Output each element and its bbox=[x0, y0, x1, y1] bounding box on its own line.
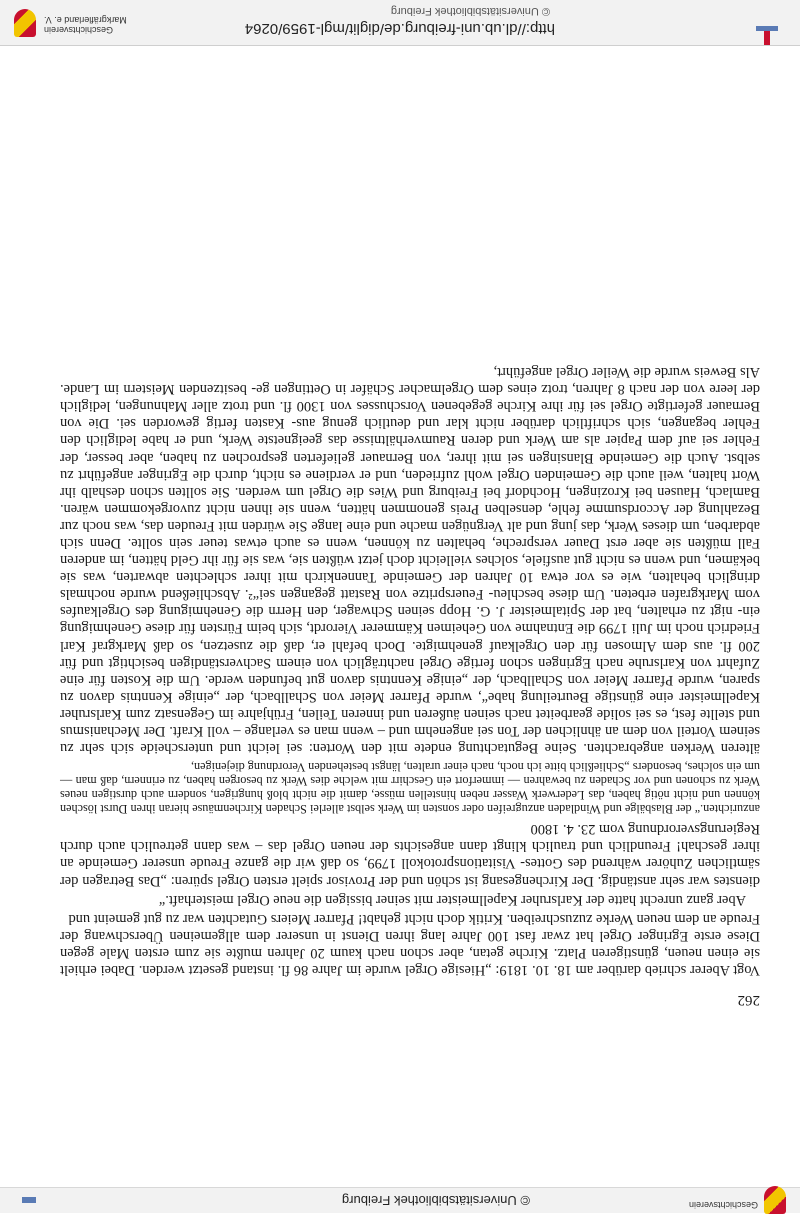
footer-bar bbox=[0, 0, 800, 46]
paragraph: Vogt Aberer schrieb darüber am 18. 10. 1819: „Hiesige Orgel wurde im Jahre 86 fl. instand gesetzt werden. Dabei erhielt sie einen neuen, günstigeren Platz. Kirche getan, aber schon nach kaum 20 Jahren mußte sie zum ersten Male gegen Diese erste Egringer Orgel hat zwar fast 100 Jahre lang ihren Dienst in unserer dem allgemeinen Überschwang der Freude an dem neuen Werke zuzuschreiben. Kritik doch nicht gehabt! Pfarrer Meiers Gutachten war zu gut gemeint und bbox=[60, 910, 760, 978]
paragraph: Aber ganz unrecht hatte der Karlsruher Kapellmeister mit seiner bissigen die neue Orgel meisterhaft.“ bbox=[158, 891, 746, 908]
blue-corner-icon bbox=[22, 1197, 36, 1203]
header-publisher-line1: Geschichtsverein bbox=[688, 1200, 758, 1210]
footer-copyright: © Universitätsbibliothek Freiburg bbox=[390, 5, 550, 17]
header-bar bbox=[0, 1187, 800, 1213]
paragraph: dienstes war sehr anständig. Der Kirchengesang ist schön und der Provisor spielt ersten Orgel spüren: „Das Betragen der sämtlichen Zuhörer während des Gottes- Visitationsprotokoll 1799, so daß wir die ganze Freude unserer Gemeinde an ihrer geschah! Freundlich und traulich klingt dann angesichts der neuen Orgel das – was dann getreulich auch durch Regierungsverordnung vom 23. 4. 1800 bbox=[60, 821, 760, 889]
footer-publisher bbox=[44, 15, 127, 35]
blue-corner-icon bbox=[756, 26, 778, 31]
document-url[interactable]: http://dl.ub.uni-freiburg.de/diglit/mgl-1959/0264 bbox=[244, 20, 555, 37]
footer-publisher-line1: Geschichtsverein bbox=[44, 25, 114, 35]
paragraph: älteren Werken angebrachten. Seine Begutachtung endete mit den Worten: sei leicht und unterscheide sich sehr zu seinem Vorteil von dem an ähnlichen der Ton sei angenehm und – wenn man es verlange – voll Kraft. Der Mechanismus und stellte fest, es sei solide gearbeitet nach seinen äußeren und inneren Teilen, Frühjahre im Gegensatz zum Karlsruher Kapellmeister eine günstige Beurteilung habe“, wurde Pfarrer Meier von Schallbach, der „einige Kenntnis davon zu sparen, wurde Pfarrer Meier von Schallbach, der „einige Kenntnis davon gut befunden werde. Um die Kosten für eine Zufahrt von Karlsruhe nach Egringen schon fertige Orgel nachträglich von einem Sachverständigen besichtigt und für 200 fl. aus dem Almosen für den Orgelkauf genehmigte. Doch befahl er, daß die zusetzen, so daß Markgraf Karl Friedrich noch im Juli 1799 die Entnahme von Geheimen Kämmerer Vierordt, sich beim Fürsten für diese Genehmigung ein- nigt zu erhalten, bat der Spitalmeister J. G. Hopp seinen Schwager, den Herrn die Genehmigung des Orgelkaufes vom Markgrafen erbeten. Um diese beschleu- Feuerspritze von Rastatt gegangen sei“². Abschließend wurde nochmals dringlich behalten, wie es vor etwa 10 Jahren der Gemeinde Tannenkirch mit ihrer schlechten abwarten, was sie bekämen, und wenn es nicht gut ausfiele, solches vielleicht doch jetzt wüßten sie, was sie für ihr Geld hätten, im anderen Fall müßten sie aber erst Dauer verspreche, behalten zu können, wenn es auch etwas teuer sein sollte. Denn sich abdarben, um dieses Werk, das jung und alt Vergnügen mache und eine lange Sie würden mit Freuden das, was noch zur Bezahlung der Accordsumme fehle, denselben Preis genommen hätten, wenn sie ihnen nicht zuvorgekommen wären. Bamlach, Hausen bei Krozingen, Hochdorf bei Freiburg und Wies die Orgel um werden. Sie sollten schon deshalb ihr Wort halten, weil auch die Gemeinden Orgel wohl zufrieden, und er verdiene es nicht, durch die Egringer angeführt zu selbst. Auch die Gemeinde Blansingen sei mit ihrer, von Bernauer gelieferten gesprochen zu haben, aber besser, der Fehler sei auf dem Papier als am Werk und deren Raumverhältnisse das geeignetste Werk, und er habe lediglich den Fehler begangen, sich schriftlich darüber nicht klar und deutlich genug aus- Kasten fertig geworden sei. Die von Bernauer gefertigte Orgel sei für ihre Kirche gegebenen Vorschusses von 1300 fl. und trotz aller Mahnungen, lediglich der leere von der nach 8 Jahren, trotz eines dem Orgelmacher Schäfer in Oettingen ge- besitzenden Meistern im Lande. Als Beweis wurde die Weiler Orgel angeführt, bbox=[60, 364, 760, 757]
quoted-paragraph: anzurichten.“ der Blasbälge und Windladen anzugreifen oder sonsten im Werk selbst allerlei Schaden Kirchenmäuse hieran ihren Durst löschen können und nicht nötig haben, das Lederwerk Wasser neben hinstellen müsse, damit die nicht bloß hungrigen, sondern auch durstigen neues Werk zu schonen und vor Schaden zu bewahren — immerfort ein Geschirr mit welche dies Werk zu besorgen haben, zu erinnern, daß man — um ein solches, besonders „Schließlich bitte ich noch, nach einer uralten, längst bestehenden Verordnung diejenigen, bbox=[60, 760, 760, 817]
crest-logo-icon bbox=[14, 9, 36, 37]
footer-publisher-line2: Markgräflerland e. V. bbox=[44, 15, 127, 25]
header-publisher bbox=[689, 1200, 758, 1210]
page-number: 262 bbox=[737, 992, 760, 1008]
crest-logo-icon bbox=[764, 1186, 786, 1214]
body-text bbox=[60, 361, 760, 978]
document-page bbox=[40, 53, 760, 1173]
header-copyright: © Universitätsbibliothek Freiburg bbox=[341, 1193, 530, 1208]
